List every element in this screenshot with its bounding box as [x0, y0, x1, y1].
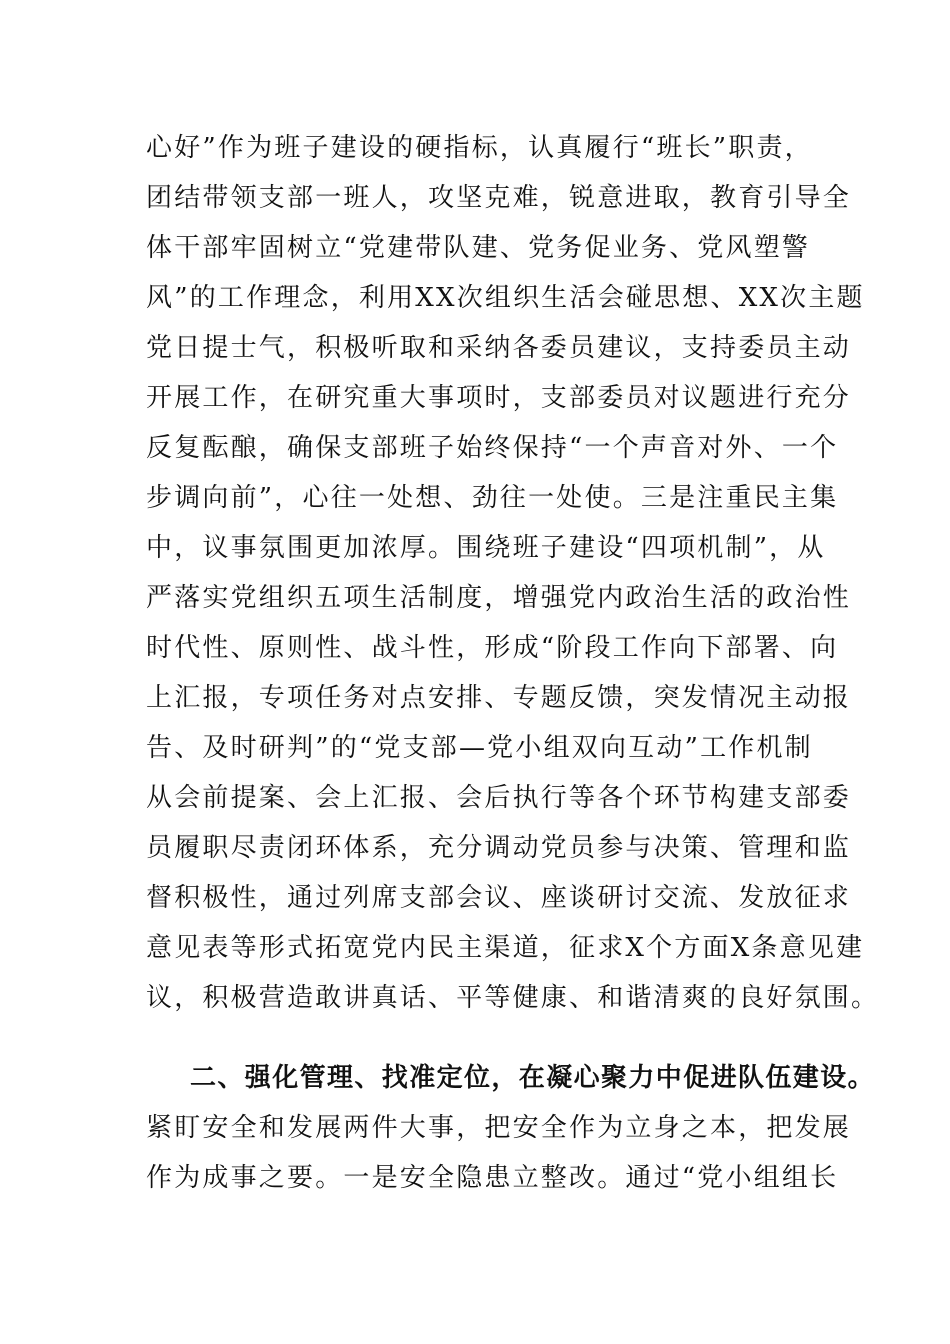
text-line: 反复酝酿，确保支部班子始终保持“一个声音对外、一个 — [146, 433, 839, 463]
text-line: 意见表等形式拓宽党内民主渠道，征求X个方面X条意见建 — [146, 933, 865, 963]
text-line: 作为成事之要。一是安全隐患立整改。通过“党小组组长 — [146, 1163, 839, 1193]
section-heading: 二、强化管理、找准定位，在凝心聚力中促进队伍建设。 — [190, 1063, 876, 1093]
text-line: 党日提士气，积极听取和采纳各委员建议，支持委员主动 — [146, 333, 852, 363]
text-line: 团结带领支部一班人，攻坚克难，锐意进取，教育引导全 — [146, 183, 852, 213]
paragraph-1 — [146, 123, 880, 1023]
paragraph-2 — [146, 1103, 852, 1203]
text-line: 心好”作为班子建设的硬指标，认真履行“班长”职责， — [146, 133, 813, 163]
text-line: 员履职尽责闭环体系，充分调动党员参与决策、管理和监 — [146, 833, 852, 863]
text-line: 中，议事氛围更加浓厚。围绕班子建设“四项机制”，从 — [146, 533, 826, 563]
text-line: 开展工作，在研究重大事项时，支部委员对议题进行充分 — [146, 383, 852, 413]
text-line: 严落实党组织五项生活制度，增强党内政治生活的政治性 — [146, 583, 852, 613]
text-line: 体干部牢固树立“党建带队建、党务促业务、党风塑警 — [146, 233, 811, 263]
text-line: 督积极性，通过列席支部会议、座谈研讨交流、发放征求 — [146, 883, 852, 913]
text-line: 议，积极营造敢讲真话、平等健康、和谐清爽的良好氛围。 — [146, 983, 880, 1013]
text-line: 步调向前”，心往一处想、劲往一处使。三是注重民主集 — [146, 483, 839, 513]
text-line: 上汇报，专项任务对点安排、专题反馈，突发情况主动报 — [146, 683, 852, 713]
paragraph-gap — [146, 1023, 826, 1053]
text-line: 从会前提案、会上汇报、会后执行等各个环节构建支部委 — [146, 783, 852, 813]
text-line: 告、及时研判”的“党支部—党小组双向互动”工作机制 — [146, 733, 813, 763]
document-body — [146, 123, 880, 1203]
text-line: 紧盯安全和发展两件大事，把安全作为立身之本，把发展 — [146, 1113, 852, 1143]
text-line: 风”的工作理念，利用XX次组织生活会碰思想、XX次主题 — [146, 283, 865, 313]
text-line: 时代性、原则性、战斗性，形成“阶段工作向下部署、向 — [146, 633, 839, 663]
